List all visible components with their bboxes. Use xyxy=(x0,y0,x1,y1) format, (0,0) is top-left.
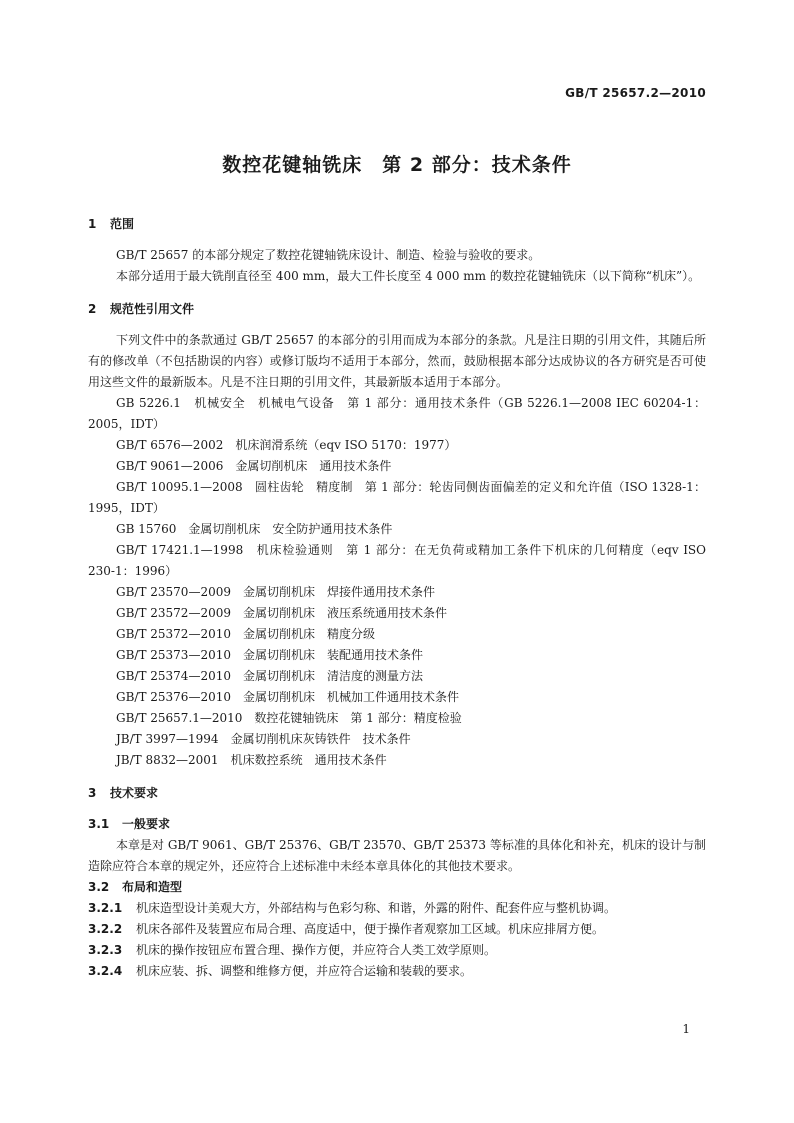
subsection-title: 一般要求 xyxy=(122,817,171,831)
clause-text: 机床各部件及装置应布局合理、高度适中，便于操作者观察加工区域。机床应排屑方便。 xyxy=(136,922,605,936)
subsection-heading-general xyxy=(88,814,706,835)
clause xyxy=(88,898,706,919)
reference-item: JB/T 8832—2001 机床数控系统 通用技术条件 xyxy=(116,753,387,767)
paragraph: GB/T 25657 的本部分规定了数控花键轴铣床设计、制造、检验与验收的要求。 xyxy=(116,248,541,262)
section-heading-scope xyxy=(88,214,706,235)
section-number: 1 xyxy=(88,217,97,231)
document-title: 数控花键轴铣床 第 2 部分：技术条件 xyxy=(222,154,572,176)
reference-item: GB/T 10095.1—2008 圆柱齿轮 精度制 第 1 部分：轮齿同侧齿面偏差的定义和允许值（ISO 1328-1：1995，IDT） xyxy=(88,480,706,515)
reference-item: GB/T 25372—2010 金属切削机床 精度分级 xyxy=(116,627,375,641)
clause xyxy=(88,919,706,940)
section-title: 技术要求 xyxy=(110,786,159,800)
section-number: 2 xyxy=(88,302,97,316)
reference-item: GB/T 25374—2010 金属切削机床 清洁度的测量方法 xyxy=(116,669,423,683)
subsection-title: 布局和造型 xyxy=(122,880,183,894)
paragraph: 本部分适用于最大铣削直径至 400 mm，最大工件长度至 4 000 mm 的数控花键轴铣床（以下简称“机床”）。 xyxy=(116,269,701,283)
clause-number: 3.2.3 xyxy=(88,943,123,957)
reference-item: GB 5226.1 机械安全 机械电气设备 第 1 部分：通用技术条件（GB 5226.1—2008 IEC 60204-1：2005，IDT） xyxy=(88,396,706,431)
section-heading-technical-requirements xyxy=(88,783,706,804)
subsection-heading-layout xyxy=(88,877,706,898)
clause xyxy=(88,961,706,982)
subsection-number: 3.2 xyxy=(88,880,110,894)
section-title: 范围 xyxy=(110,217,135,231)
reference-item: GB 15760 金属切削机床 安全防护通用技术条件 xyxy=(116,522,393,536)
section-number: 3 xyxy=(88,786,97,800)
clause xyxy=(88,940,706,961)
reference-item: GB/T 25657.1—2010 数控花键轴铣床 第 1 部分：精度检验 xyxy=(116,711,462,725)
paragraph: 本章是对 GB/T 9061、GB/T 25376、GB/T 23570、GB/T 25373 等标准的具体化和补充，机床的设计与制造除应符合本章的规定外，还应符合上述标准中未经本章具体化的其他技术要求。 xyxy=(88,838,706,873)
section-title: 规范性引用文件 xyxy=(110,302,195,316)
reference-item: GB/T 25373—2010 金属切削机床 装配通用技术条件 xyxy=(116,648,423,662)
reference-item: GB/T 9061—2006 金属切削机床 通用技术条件 xyxy=(116,459,392,473)
reference-list xyxy=(88,393,706,771)
subsection-number: 3.1 xyxy=(88,817,110,831)
standard-code: GB/T 25657.2—2010 xyxy=(565,86,706,100)
reference-item: GB/T 17421.1—1998 机床检验通则 第 1 部分：在无负荷或精加工条件下机床的几何精度（eqv ISO 230-1：1996） xyxy=(88,543,706,578)
clause-text: 机床的操作按钮应布置合理、操作方便，并应符合人类工效学原则。 xyxy=(136,943,497,957)
clause-number: 3.2.4 xyxy=(88,964,123,978)
paragraph: 下列文件中的条款通过 GB/T 25657 的本部分的引用而成为本部分的条款。凡是注日期的引用文件，其随后所有的修改单（不包括勘误的内容）或修订版均不适用于本部分，然而，鼓励根据本部分达成协议的各方研究是否可使用这些文件的最新版本。凡是不注日期的引用文件，其最新版本适用于本部分。 xyxy=(88,333,706,389)
clause-number: 3.2.1 xyxy=(88,901,123,915)
reference-item: GB/T 6576—2002 机床润滑系统（eqv ISO 5170：1977） xyxy=(116,438,457,452)
reference-item: GB/T 23570—2009 金属切削机床 焊接件通用技术条件 xyxy=(116,585,435,599)
reference-item: JB/T 3997—1994 金属切削机床灰铸铁件 技术条件 xyxy=(116,732,411,746)
document-body xyxy=(88,214,706,982)
clause-text: 机床造型设计美观大方，外部结构与色彩匀称、和谐，外露的附件、配套件应与整机协调。 xyxy=(136,901,617,915)
section-heading-normative-references xyxy=(88,299,706,320)
reference-item: GB/T 23572—2009 金属切削机床 液压系统通用技术条件 xyxy=(116,606,447,620)
page-number: 1 xyxy=(682,1022,690,1036)
clause-text: 机床应装、拆、调整和维修方便，并应符合运输和装载的要求。 xyxy=(136,964,473,978)
reference-item: GB/T 25376—2010 金属切削机床 机械加工件通用技术条件 xyxy=(116,690,459,704)
clause-number: 3.2.2 xyxy=(88,922,123,936)
